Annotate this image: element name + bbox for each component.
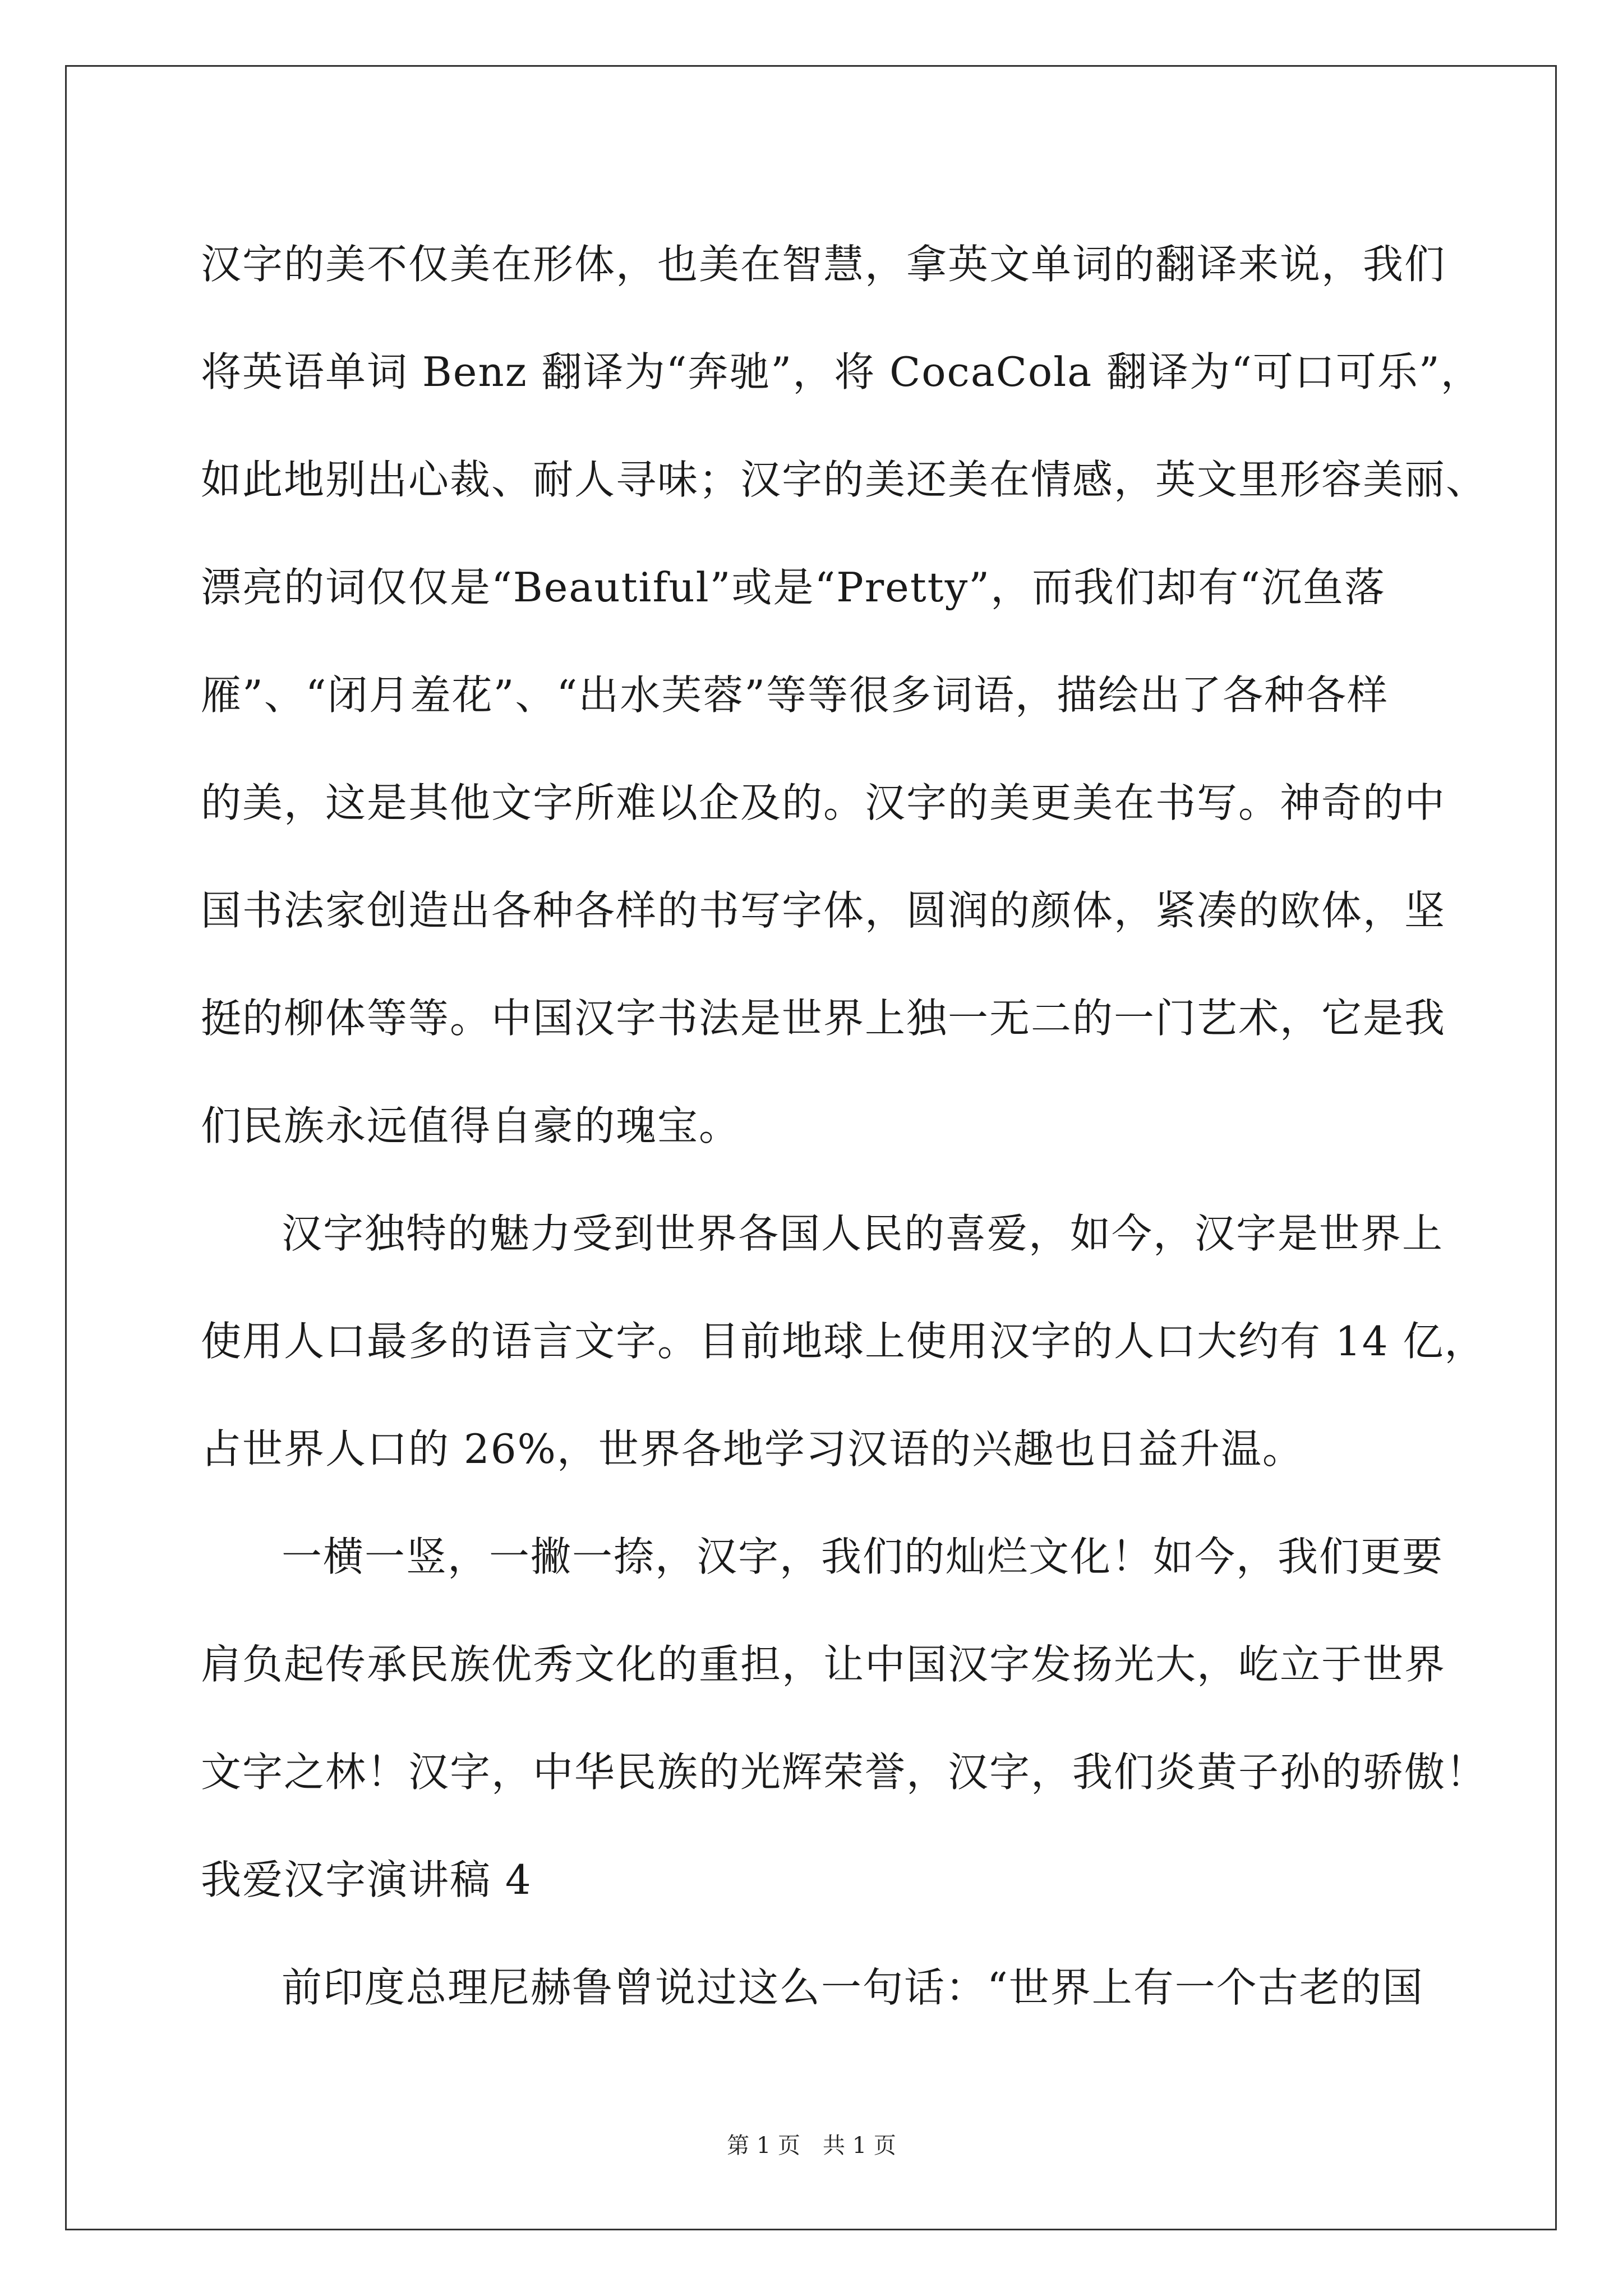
- paragraph-first-line: 一横一竖，一撇一捺，汉字，我们的灿烂文化！如今，我们更要: [282, 1533, 1444, 1580]
- text-line: 漂亮的词仅仅是“Beautiful”或是“Pretty”，而我们却有“沉鱼落: [201, 564, 1386, 611]
- page-footer: [0, 2129, 1623, 2162]
- text-line: 肩负起传承民族优秀文化的重担，让中国汉字发扬光大，屹立于世界: [201, 1641, 1446, 1688]
- text-line: 们民族永远值得自豪的瑰宝。: [201, 1102, 741, 1149]
- section-heading: 我爱汉字演讲稿 4: [201, 1856, 532, 1903]
- text-line: 雁”、“闭月羞花”、“出水芙蓉”等等很多词语，描绘出了各种各样: [201, 671, 1389, 719]
- text-line: 使用人口最多的语言文字。目前地球上使用汉字的人口大约有 14 亿，: [201, 1318, 1486, 1365]
- text-line: 挺的柳体等等。中国汉字书法是世界上独一无二的一门艺术，它是我: [201, 995, 1446, 1042]
- text-line: 的美，这是其他文字所难以企及的。汉字的美更美在书写。神奇的中: [201, 779, 1446, 826]
- text-line: 汉字的美不仅美在形体，也美在智慧，拿英文单词的翻译来说，我们: [201, 241, 1446, 288]
- text-line: 文字之林！汉字，中华民族的光辉荣誉，汉字，我们炎黄子孙的骄傲！: [201, 1749, 1488, 1796]
- paragraph-first-line: 前印度总理尼赫鲁曾说过这么一句话：“世界上有一个古老的国: [282, 1964, 1424, 2011]
- paragraph-first-line: 汉字独特的魅力受到世界各国人民的喜爱，如今，汉字是世界上: [282, 1210, 1444, 1257]
- document-body: [201, 210, 1488, 2041]
- page-total: 共 1 页: [823, 2133, 896, 2159]
- page-number: 第 1 页: [727, 2133, 800, 2159]
- text-line: 将英语单词 Benz 翻译为“奔驰”，将 CocaCola 翻译为“可口可乐”，: [201, 348, 1482, 395]
- text-line: 占世界人口的 26%，世界各地学习汉语的兴趣也日益升温。: [201, 1425, 1304, 1473]
- text-line: 国书法家创造出各种各样的书写字体，圆润的颜体，紧凑的欧体，坚: [201, 887, 1446, 934]
- text-line: 如此地别出心裁、耐人寻味；汉字的美还美在情感，英文里形容美丽、: [201, 456, 1488, 503]
